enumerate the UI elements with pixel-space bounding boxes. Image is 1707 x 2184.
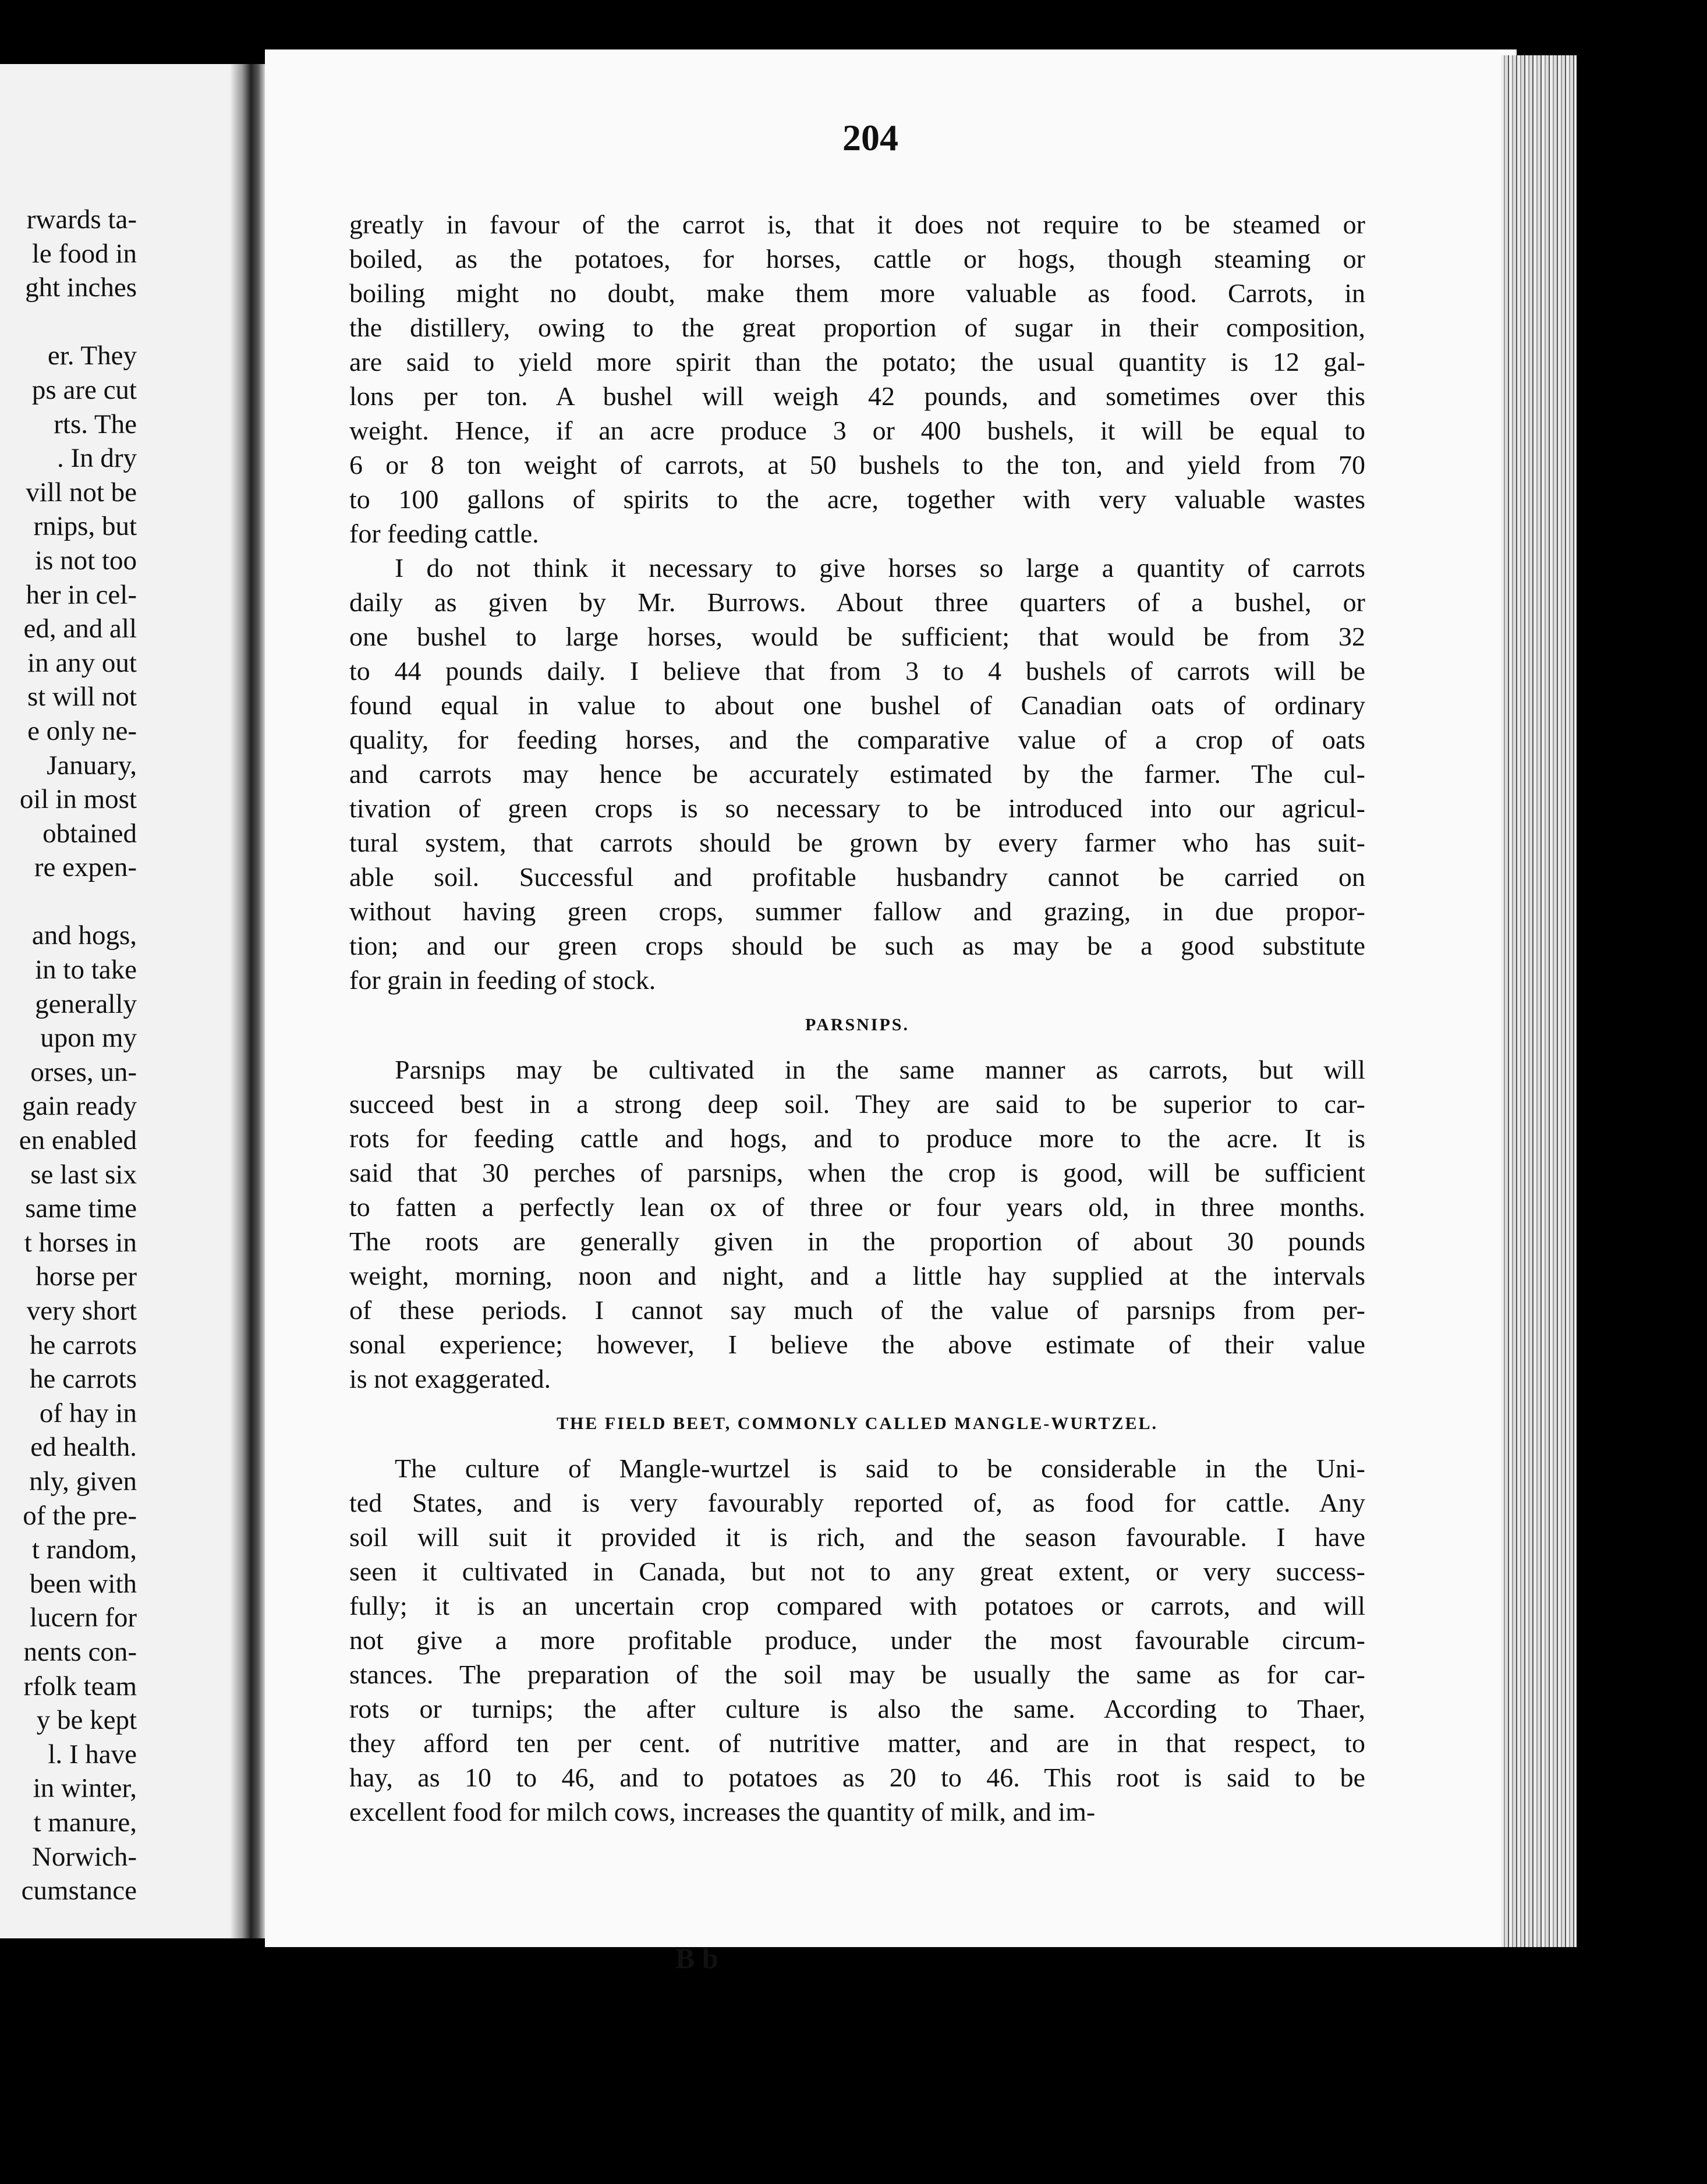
text-line: tion; and our green crops should be such as may be a good substitute: [349, 931, 1365, 960]
text-line: hay, as 10 to 46, and to potatoes as 20 to 46. This root is said to be: [349, 1763, 1365, 1792]
text-line: I do not think it necessary to give horses so large a quantity of carrots: [395, 553, 1365, 583]
left-page-line: ed, and all: [23, 614, 137, 644]
left-page-line: her in cel-: [26, 579, 137, 610]
text-line: 6 or 8 ton weight of carrots, at 50 bushels to the ton, and yield from 70: [349, 450, 1365, 480]
left-page-line: t random,: [31, 1534, 137, 1565]
left-page-line: nly, given: [29, 1466, 137, 1497]
text-line: sonal experience; however, I believe the above estimate of their value: [349, 1329, 1365, 1359]
text-line: of these periods. I cannot say much of the value of parsnips from per-: [349, 1295, 1365, 1325]
left-page-line: l. I have: [48, 1739, 137, 1770]
left-page-line: en enabled: [19, 1125, 137, 1156]
text-line: weight. Hence, if an acre produce 3 or 400 bushels, it will be equal to: [349, 416, 1365, 445]
text-line: found equal in value to about one bushel of Canadian oats of ordinary: [349, 690, 1365, 720]
left-page-line: been with: [29, 1568, 137, 1599]
text-line: Parsnips may be cultivated in the same manner as carrots, but will: [395, 1055, 1365, 1084]
left-page-line: he carrots: [30, 1364, 137, 1395]
text-line: soil will suit it provided it is rich, and the season favourable. I have: [349, 1522, 1365, 1552]
text-line: boiling might no doubt, make them more valuable as food. Carrots, in: [349, 278, 1365, 308]
left-page-line: st will not: [27, 682, 137, 712]
heading-field-beet: THE FIELD BEET, COMMONLY CALLED MANGLE-WURTZEL.: [556, 1414, 1159, 1433]
left-page-line: re expen-: [34, 852, 137, 883]
left-page-line: Norwich-: [31, 1841, 137, 1872]
text-line: daily as given by Mr. Burrows. About three quarters of a bushel, or: [349, 587, 1365, 617]
left-page-line: of hay in: [39, 1398, 137, 1428]
text-line: not give a more profitable produce, under the most favourable circum-: [349, 1625, 1365, 1655]
text-line: and carrots may hence be accurately estimated by the farmer. The cul-: [349, 759, 1365, 789]
text-line: one bushel to large horses, would be sufficient; that would be from 32: [349, 622, 1365, 651]
left-page-line: t manure,: [33, 1807, 137, 1838]
left-page-line: rwards ta-: [26, 204, 137, 235]
left-page-line: rts. The: [54, 409, 137, 439]
text-line: without having green crops, summer fallow and grazing, in due propor-: [349, 896, 1365, 926]
text-line: able soil. Successful and profitable husbandry cannot be carried on: [349, 862, 1365, 892]
paragraph-horse-feeding: [349, 551, 1365, 997]
left-page-line: in to take: [35, 955, 137, 985]
left-page-line: of the pre-: [23, 1500, 137, 1531]
left-page-line: nents con-: [23, 1636, 137, 1667]
left-page-line: and hogs,: [31, 920, 137, 951]
left-page-line: January,: [47, 750, 137, 781]
paragraph-mangle-wurtzel: [349, 1451, 1365, 1829]
text-line: said that 30 perches of parsnips, when the crop is good, will be sufficient: [349, 1158, 1365, 1187]
left-page: [0, 64, 230, 1938]
page-body: [349, 207, 1365, 1829]
left-page-line: vill not be: [26, 477, 137, 508]
left-page-line: oil in most: [19, 784, 137, 815]
left-page-line: ps are cut: [31, 374, 137, 405]
left-page-line: [0, 305, 230, 339]
text-line: to 100 gallons of spirits to the acre, together with very valuable wastes: [349, 484, 1365, 514]
left-page-line: se last six: [30, 1159, 137, 1190]
page-edges: [1501, 55, 1577, 1947]
text-line: ted States, and is very favourably reported of, as food for cattle. Any: [349, 1488, 1365, 1518]
text-line: greatly in favour of the carrot is, that it does not require to be steamed or: [349, 210, 1365, 239]
text-line: excellent food for milch cows, increases the quantity of milk, and im-: [349, 1797, 1096, 1827]
text-line: The roots are generally given in the proportion of about 30 pounds: [349, 1226, 1365, 1256]
signature-mark: B b: [675, 1942, 718, 1974]
text-line: stances. The preparation of the soil may be usually the same as for car-: [349, 1660, 1365, 1689]
left-page-line: orses, un-: [30, 1056, 137, 1087]
left-page-line: ed health.: [30, 1432, 137, 1463]
text-line: fully; it is an uncertain crop compared with potatoes or carrots, and will: [349, 1591, 1365, 1621]
left-page-line: horse per: [36, 1261, 137, 1292]
left-page-line: er. They: [47, 341, 137, 371]
left-page-line: cumstance: [21, 1875, 137, 1906]
left-page-line: in winter,: [33, 1773, 137, 1804]
text-line: rots or turnips; the after culture is also the same. According to Thaer,: [349, 1694, 1365, 1724]
left-page-line: is not too: [35, 545, 137, 576]
left-page-line: same time: [25, 1193, 137, 1224]
text-line: they afford ten per cent. of nutritive matter, and are in that respect, to: [349, 1728, 1365, 1758]
paragraph-carrot-steaming: [349, 207, 1365, 551]
book-gutter: [230, 64, 265, 1938]
left-page-line: [0, 885, 230, 919]
text-line: to fatten a perfectly lean ox of three or four years old, in three months.: [349, 1192, 1365, 1222]
heading-parsnips: PARSNIPS.: [805, 1015, 909, 1034]
left-page-line: rfolk team: [23, 1671, 137, 1701]
left-page-line: gain ready: [22, 1091, 137, 1122]
text-line: weight, morning, noon and night, and a little hay supplied at the intervals: [349, 1261, 1365, 1290]
left-page-line: upon my: [40, 1023, 137, 1054]
left-page-line: generally: [35, 988, 137, 1019]
text-line: are said to yield more spirit than the potato; the usual quantity is 12 gal-: [349, 347, 1365, 377]
text-line: The culture of Mangle-wurtzel is said to be considerable in the Uni-: [395, 1453, 1365, 1483]
text-line: quality, for feeding horses, and the comparative value of a crop of oats: [349, 725, 1365, 754]
left-page-line: very short: [26, 1296, 137, 1326]
page-number: 204: [842, 117, 898, 158]
text-line: lons per ton. A bushel will weigh 42 pounds, and sometimes over this: [349, 381, 1365, 411]
text-line: to 44 pounds daily. I believe that from 3 to 4 bushels of carrots will be: [349, 656, 1365, 686]
left-page-line: t horses in: [24, 1227, 137, 1258]
left-page-line: in any out: [27, 647, 137, 678]
text-line: rots for feeding cattle and hogs, and to produce more to the acre. It is: [349, 1123, 1365, 1153]
left-page-line: y be kept: [36, 1705, 137, 1736]
text-line: succeed best in a strong deep soil. They are said to be superior to car-: [349, 1089, 1365, 1119]
text-line: tural system, that carrots should be grown by every farmer who has suit-: [349, 828, 1365, 857]
left-page-text: [0, 203, 230, 1908]
left-page-line: le food in: [31, 238, 137, 269]
text-line: seen it cultivated in Canada, but not to any great extent, or very success-: [349, 1557, 1365, 1586]
left-page-line: e only ne-: [27, 715, 137, 746]
text-line: tivation of green crops is so necessary to be introduced into our agricul-: [349, 793, 1365, 823]
left-page-line: ght inches: [25, 272, 137, 303]
left-page-line: he carrots: [30, 1329, 137, 1360]
text-line: is not exaggerated.: [349, 1364, 551, 1394]
left-page-line: lucern for: [30, 1602, 137, 1633]
text-line: for grain in feeding of stock.: [349, 965, 656, 995]
text-line: boiled, as the potatoes, for horses, cattle or hogs, though steaming or: [349, 244, 1365, 274]
left-page-line: . In dry: [56, 443, 137, 474]
text-line: for feeding cattle.: [349, 519, 539, 548]
paragraph-parsnips: [349, 1052, 1365, 1396]
text-line: the distillery, owing to the great proportion of sugar in their composition,: [349, 313, 1365, 342]
left-page-line: rnips, but: [33, 511, 137, 542]
left-page-line: obtained: [43, 818, 137, 849]
